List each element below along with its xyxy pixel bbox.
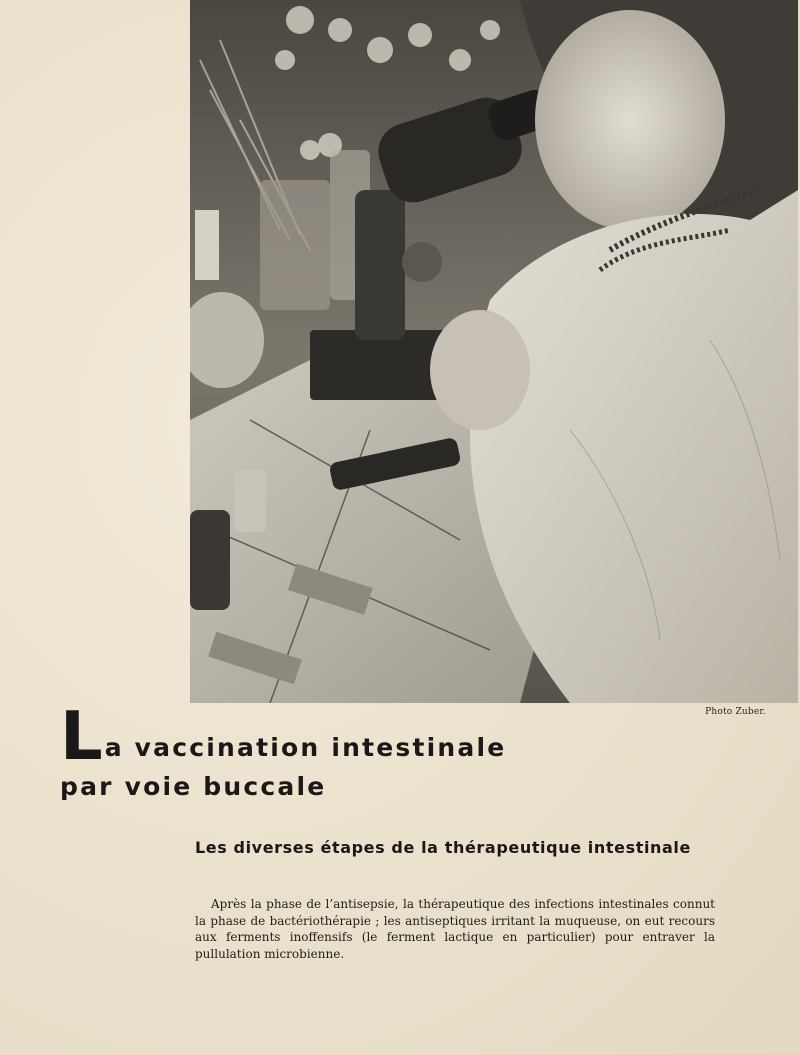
article-subtitle: Les diverses étapes de la thérapeutique intestinale	[195, 838, 691, 857]
photo-credit: Photo Zuber.	[705, 707, 766, 717]
microscope-scene-illustration	[190, 0, 798, 703]
article-title	[60, 697, 760, 802]
title-dropcap: L	[60, 697, 103, 775]
title-line-2: par voie buccale	[60, 772, 327, 801]
title-line-1	[60, 697, 760, 775]
laboratory-photo	[190, 0, 798, 703]
article-body-paragraph: Après la phase de l’antisepsie, la thérapeutique des infections intestinales connut la phase de bactériothérapie ; les antiseptiques irritant la muqueuse, on eut recours aux ferments inoffensifs (le ferment lactique en particulier) pour entraver la pullulation microbienne.	[195, 897, 715, 961]
title-line-1-text: a vaccination intestinale	[104, 733, 507, 762]
